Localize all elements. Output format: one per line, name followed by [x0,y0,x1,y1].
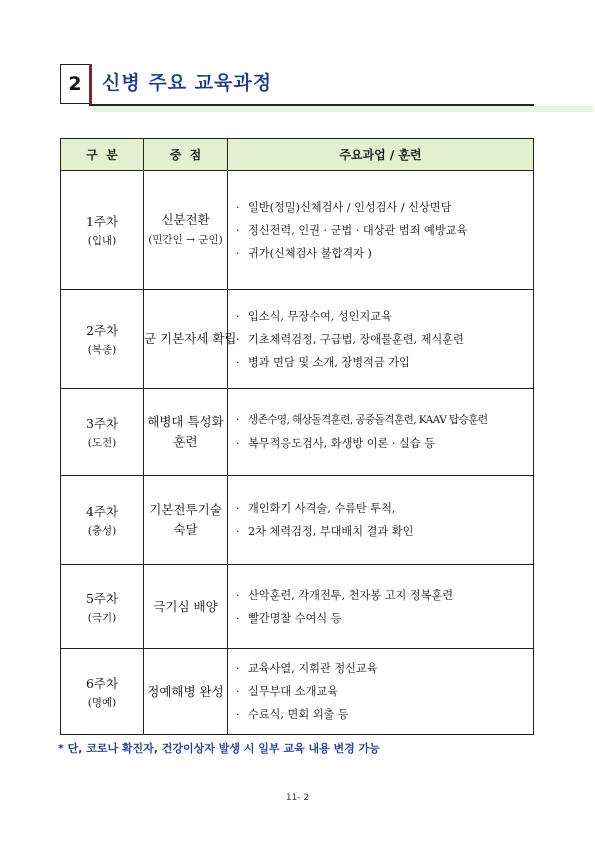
list-item: · 개인화기 사격술, 수류탄 투척, [236,502,396,515]
tasks-cell [228,649,534,735]
week-label: 1주차 [85,214,119,229]
list-item: · 일반(정밀)신체검사 / 인성검사 / 신상면담 [236,200,452,214]
focus-cell [144,171,228,290]
section-header [60,64,534,108]
header-focus: 중 점 [144,139,228,171]
list-item: · 실무부대 소개교육 [236,685,339,698]
focus-label: 정예해병 완성 [147,683,224,699]
focus-cell [144,476,228,565]
week-phase: (복종) [87,344,117,356]
table-header-row [61,139,534,171]
header-accent-bar [89,64,92,104]
list-item: · 병과 면담 및 소개, 장병적금 가입 [236,355,410,369]
footnote: * 단, 코로나 확진자, 건강이상자 발생 시 일부 교육 내용 변경 가능 [58,742,380,755]
section-title: 신병 주요 교육과정 [102,72,273,94]
tasks-cell [228,389,534,476]
focus-cell [144,649,228,735]
tasks-cell [228,476,534,565]
section-number: 2 [60,64,89,104]
table-row [61,389,534,476]
header-underline [89,104,534,106]
tasks-cell [228,290,534,389]
focus-cell [144,389,228,476]
week-cell [61,476,144,565]
week-label: 6주차 [85,675,119,691]
tasks-cell [228,565,534,649]
week-cell [61,389,144,476]
week-label: 5주차 [85,590,119,606]
list-item: · 2차 체력검정, 부대배치 결과 확인 [236,525,414,538]
week-cell [61,565,144,649]
week-cell [61,171,144,290]
list-item: · 산악훈련, 각개전투, 천자봉 고지 정복훈련 [236,588,454,602]
list-item: · 교육사열, 지휘관 정신교육 [236,662,378,675]
week-cell [61,290,144,389]
list-item: · 기초체력검정, 구급법, 장애물훈련, 제식훈련 [236,332,464,346]
curriculum-table [60,138,534,735]
focus-cell [144,565,228,649]
week-phase: (극기) [87,611,117,624]
focus-label-line2: 숙달 [173,522,198,537]
week-label: 3주차 [85,416,119,431]
week-phase: (명예) [87,696,117,709]
list-item: · 생존수영, 해상돌격훈련, 공중돌격훈련, KAAV 탑승훈련 [236,414,488,426]
week-phase: (입내) [87,235,117,247]
table-row [61,649,534,735]
table-row [61,171,534,290]
table-row [61,290,534,389]
table-row [61,476,534,565]
week-cell [61,649,144,735]
header-category: 구 분 [61,139,144,171]
week-phase: (도전) [87,437,117,449]
focus-label: 기본전투기술 [149,502,222,517]
focus-label: 신분전환 [161,212,210,227]
week-label: 4주차 [85,504,119,519]
list-item: · 정신전력, 인권 · 군법 · 대상관 범죄 예방교육 [236,223,468,237]
table-row [61,565,534,649]
page-number: 11- 2 [285,793,310,803]
focus-sub: (민간인 → 군인) [148,234,223,246]
week-label: 2주차 [85,323,119,338]
week-phase: (충성) [87,525,117,537]
list-item: · 복무적응도검사, 화생방 이론 · 실습 등 [236,437,436,450]
list-item: · 수료식, 면회 외출 등 [236,708,349,721]
focus-label: 군 기본자세 확립 [144,331,237,346]
focus-label-line2: 훈련 [173,434,198,449]
focus-label: 극기심 배양 [153,598,218,614]
focus-label: 해병대 특성화 [147,414,224,429]
list-item: · 귀가(신체검사 불합격자 ) [236,246,372,260]
list-item: · 입소식, 무장수여, 성인지교육 [236,309,392,323]
header-tasks: 주요과업 / 훈련 [228,139,534,171]
header-shade [92,106,594,112]
tasks-cell [228,171,534,290]
focus-cell [144,290,237,389]
list-item: · 빨간명찰 수여식 등 [236,611,342,625]
